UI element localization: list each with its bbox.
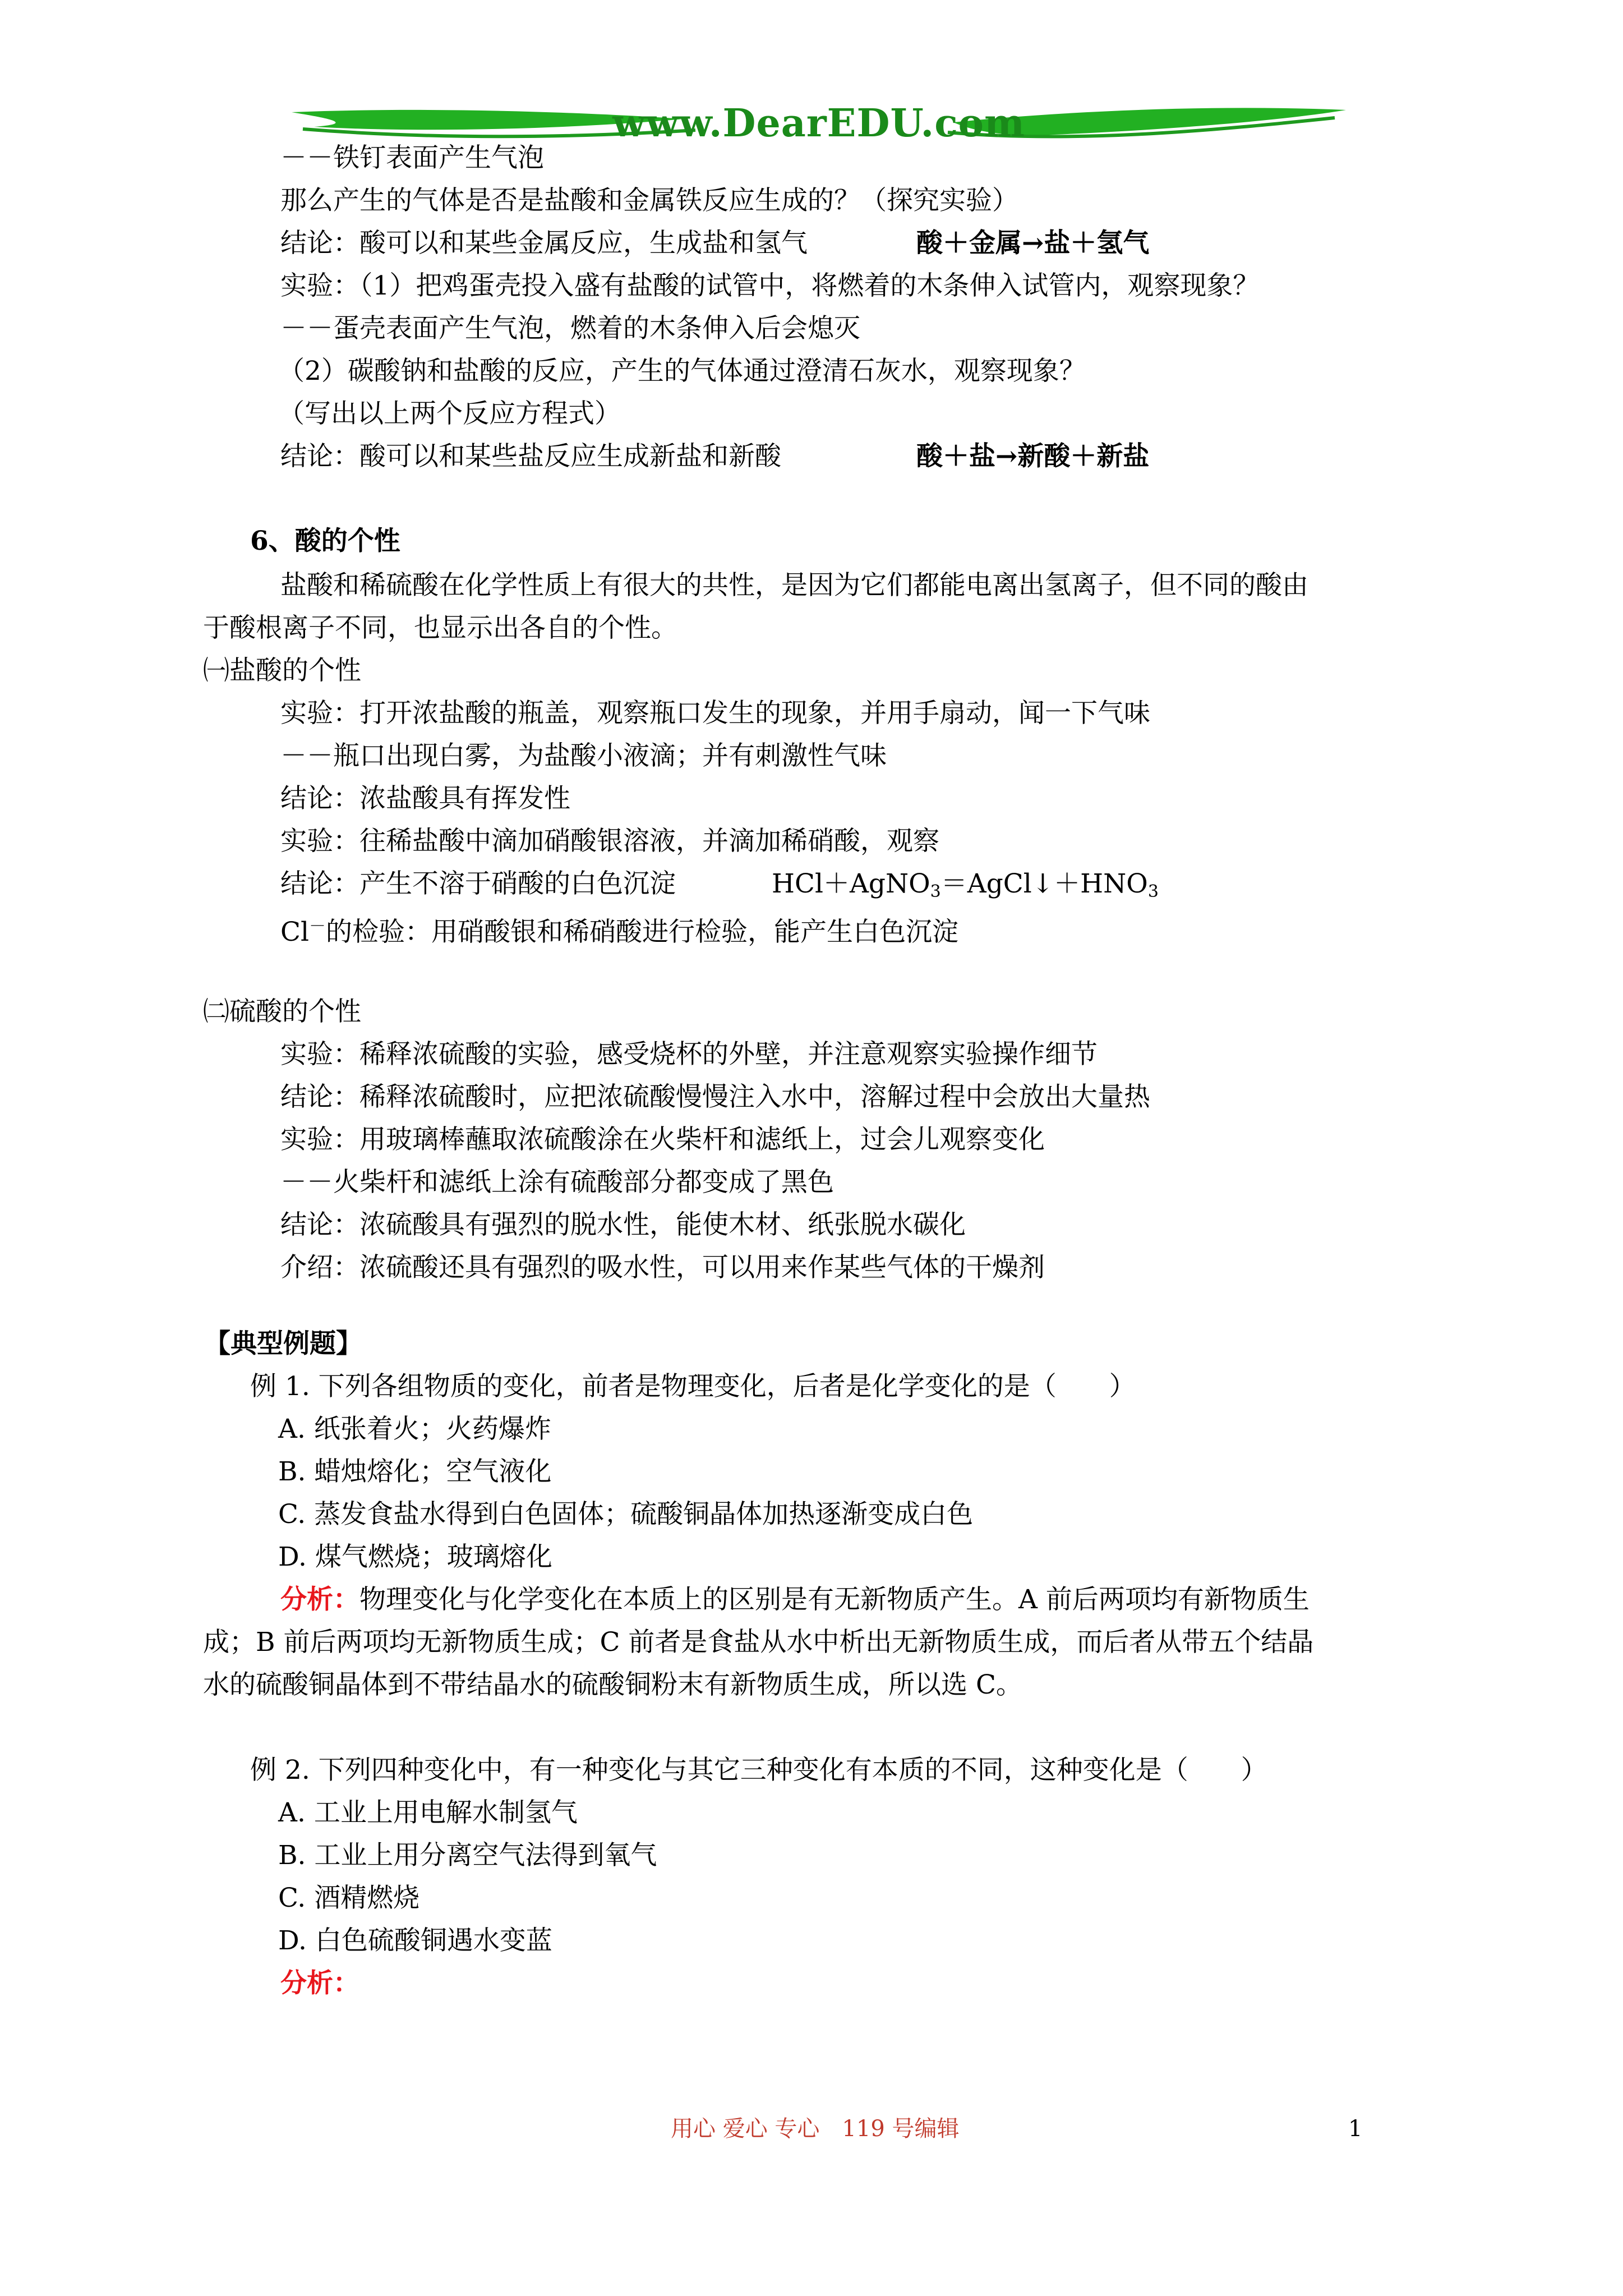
option-item: D. 白色硫酸铜遇水变蓝: [278, 1925, 552, 1956]
chemical-equation: $HCl+AgNO_3=AgCl↓+HNO_3$: [772, 868, 1159, 901]
text-line: 实验：（1）把鸡蛋壳投入盛有盐酸的试管中，将燃着的木条伸入试管内，观察现象？: [280, 270, 1260, 301]
text-line: 实验：用玻璃棒蘸取浓硫酸涂在火柴杆和滤纸上，过会儿观察变化: [280, 1124, 1045, 1155]
page-number: 1: [1348, 2116, 1363, 2142]
option-item: A. 纸张着火；火药爆炸: [278, 1414, 551, 1444]
subsection-heading: ㈡硫酸的个性: [203, 996, 361, 1027]
text-line: －－蛋壳表面产生气泡，燃着的木条伸入后会熄灭: [280, 313, 860, 344]
section-heading: 【典型例题】: [204, 1328, 362, 1359]
text-line: 结论：浓硫酸具有强烈的脱水性，能使木材、纸张脱水碳化: [280, 1209, 966, 1240]
text-line: 那么产生的气体是否是盐酸和金属铁反应生成的？（探究实验）: [280, 185, 1018, 216]
text-line: －－铁钉表面产生气泡: [280, 142, 544, 173]
option-item: C. 酒精燃烧: [278, 1883, 420, 1913]
analysis-line: 水的硫酸铜晶体到不带结晶水的硫酸铜粉末有新物质生成，所以选 C。: [203, 1669, 1022, 1700]
question-stem: 例 1. 下列各组物质的变化，前者是物理变化，后者是化学变化的是（ ）: [250, 1371, 1136, 1402]
text-line: 结论：稀释浓硫酸时，应把浓硫酸慢慢注入水中，溶解过程中会放出大量热: [280, 1082, 1150, 1112]
text-line: 介绍：浓硫酸还具有强烈的吸水性，可以用来作某些气体的干燥剂: [280, 1252, 1045, 1283]
text-line: －－火柴杆和滤纸上涂有硫酸部分都变成了黑色: [280, 1167, 834, 1198]
paragraph-line: 盐酸和稀硫酸在化学性质上有很大的共性，是因为它们都能电离出氢离子，但不同的酸由: [280, 570, 1308, 601]
text-line: 实验：稀释浓硫酸的实验，感受烧杯的外壁，并注意观察实验操作细节: [280, 1039, 1098, 1070]
option-item: C. 蒸发食盐水得到白色固体；硫酸铜晶体加热逐渐变成白色: [278, 1499, 974, 1530]
text-line: 结论：酸可以和某些盐反应生成新盐和新酸: [280, 441, 781, 472]
text-line: －－瓶口出现白雾，为盐酸小液滴；并有刺激性气味: [280, 740, 887, 771]
subsection-heading: ㈠盐酸的个性: [203, 655, 361, 686]
analysis-line: 分析：物理变化与化学变化在本质上的区别是有无新物质产生。A 前后两项均有新物质生: [280, 1584, 1310, 1615]
formula-bold: 酸＋金属→盐＋氢气: [916, 228, 1150, 259]
option-item: B. 蜡烛熔化；空气液化: [278, 1456, 552, 1487]
text-line: 结论：酸可以和某些金属反应，生成盐和氢气: [280, 228, 808, 259]
text-line: （写出以上两个反应方程式）: [278, 398, 621, 429]
text-line: Cl－的检验：用硝酸银和稀硝酸进行检验，能产生白色沉淀: [280, 917, 958, 947]
paragraph-line: 于酸根离子不同，也显示出各自的个性。: [203, 613, 677, 643]
option-item: B. 工业上用分离空气法得到氧气: [278, 1840, 657, 1871]
analysis-label: 分析：: [280, 1968, 359, 1999]
question-stem: 例 2. 下列四种变化中，有一种变化与其它三种变化有本质的不同，这种变化是（ ）: [250, 1755, 1267, 1786]
text-line: 结论：产生不溶于硝酸的白色沉淀: [280, 868, 676, 899]
analysis-label: 分析：: [280, 1584, 359, 1615]
formula-bold: 酸＋盐→新酸＋新盐: [916, 441, 1150, 472]
option-item: A. 工业上用电解水制氢气: [278, 1797, 578, 1828]
footer-text: 用心 爱心 专心 119 号编辑: [671, 2116, 960, 2142]
option-item: D. 煤气燃烧；玻璃熔化: [278, 1542, 552, 1572]
site-logo-text: www.DearEDU.com: [612, 101, 1025, 146]
text-line: 结论：浓盐酸具有挥发性: [280, 783, 570, 814]
analysis-line: 成；B 前后两项均无新物质生成；C 前者是食盐从水中析出无新物质生成，而后者从带五个结晶: [203, 1627, 1314, 1658]
text-line: 实验：打开浓盐酸的瓶盖，观察瓶口发生的现象，并用手扇动，闻一下气味: [280, 698, 1150, 729]
section-heading: 6、酸的个性: [250, 526, 400, 556]
text-line: （2）碳酸钠和盐酸的反应，产生的气体通过澄清石灰水，观察现象？: [278, 356, 1086, 386]
text-line: 实验：往稀盐酸中滴加硝酸银溶液，并滴加稀硝酸，观察: [280, 826, 939, 857]
